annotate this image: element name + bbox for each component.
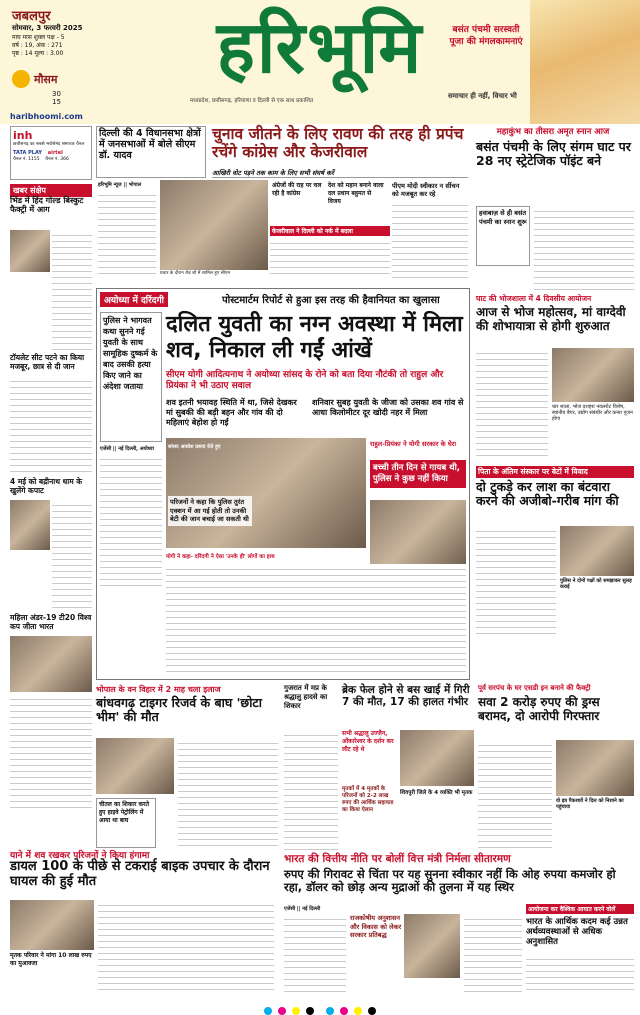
fight-caption: पुलिस ने दोनों पक्षों को समझाकर सुलह कराई <box>560 578 632 590</box>
color-registration-dots <box>0 1000 640 1015</box>
brief-3-head[interactable]: 4 मई को बद्रीनाथ धाम के खुलेंगे कपाट <box>10 477 83 495</box>
drug-body <box>478 740 552 850</box>
kumbh-box <box>476 206 530 266</box>
brief-4-photo <box>10 636 92 692</box>
finance-side-body <box>526 954 634 992</box>
accident-body <box>98 900 274 990</box>
bus-side: सभी श्रद्धालु उज्जैन, ओंकारेश्वर के दर्शन कर लौट रहे थे <box>342 730 394 753</box>
ayodhya-tag: अयोध्या में दरिंदगी <box>100 292 168 307</box>
weather-label: मौसम <box>34 73 58 86</box>
ayodhya-caption: सांसद अवधेश प्रसाद रोते हुए <box>168 444 221 450</box>
tiger-photo <box>96 738 174 794</box>
issue-line-3: पृष्ठ : 14 मूल्य : 3.00 <box>12 50 64 57</box>
ayodhya-side-quote: पुलिस ने भागवत कथा सुनने गई युवती के साथ सामूहिक दुष्कर्म के बाद उसकी हत्या किए जाने का अंदेशा जताया <box>103 316 158 391</box>
brief-2-body <box>10 376 92 474</box>
fight-headline[interactable]: दो टुकड़े कर लाश का बंटवारा करने की अजीबो-गरीब मांग की <box>476 479 619 509</box>
ayodhya-subhead: सीएम योगी आदित्यनाथ ने अयोध्या सांसद के रोने को बता दिया नौटंकी तो राहुल और प्रियंका ने भी उठाए सवाल <box>166 370 444 391</box>
brief-1-body <box>52 230 92 350</box>
fight-photo <box>560 526 634 576</box>
ayodhya-headline[interactable]: दलित युवती का नग्न अवस्था में मिला शव, निकाल ली गईं आंखें <box>166 312 463 363</box>
ayodhya-dateline: एजेंसी || नई दिल्ली, अयोध्या <box>100 446 154 452</box>
brief-1-head[interactable]: भिंड में हिंद गोल्ड बिस्कुट फैक्ट्री में आग <box>10 196 84 215</box>
ayodhya-side-quote-box <box>100 312 162 442</box>
brief-2-head[interactable]: टॉयलेट सीट पटने का किया मजबूर, छात्र से दी जान <box>10 353 85 371</box>
channel-no-2: चैनल नं. 366 <box>45 156 69 162</box>
inh-tagline: छत्तीसगढ़ का सबसे भरोसेमंद समाचार चैनल <box>13 142 85 147</box>
lead-top-right-body <box>392 200 468 278</box>
bus-headline[interactable]: ब्रेक फेल होने से बस खाई में गिरी 7 की मौत, 17 की हालत गंभीर <box>342 684 470 709</box>
kumbh-body <box>534 206 634 290</box>
weather-widget <box>12 70 76 110</box>
tiger-body <box>178 738 278 848</box>
finance-kicker: भारत की वित्तीय नीति पर बोलीं वित्त मंत्री निर्मला सीतारमण <box>284 853 511 865</box>
left-column-header: खबर संक्षेप <box>10 184 92 197</box>
inh-ad[interactable] <box>10 126 92 180</box>
ayodhya-body-1 <box>100 454 162 586</box>
finance-headline[interactable]: रुपए की गिरावट से चिंता पर यह सुनना स्वीकार नहीं कि ओह रुपया कमजोर हो रहा, डॉलर को छोड़ अन्य मुद्राओं की तुलना में यह स्थिर <box>284 867 616 895</box>
bus-kicker: गुजरात में मप्र के श्रद्धालु हादसे का शिकार <box>284 684 328 710</box>
lead-top-subhead: आखिरी वोट पड़ने तक काम के लिए सभी संघर्ष करें <box>212 168 468 178</box>
lead-top-kicker-box <box>96 126 206 178</box>
finance-body-2 <box>464 914 522 992</box>
tiger-tag: भोपाल के वन विहार में 2 माह चला इलाज <box>96 685 221 694</box>
festival-wish: बसंत पंचमी सरस्वती पूजा की मंगलकामनाएं <box>449 25 523 47</box>
bus-caption: शिवपुरी जिले के 4 व्यक्ति भी मृतक <box>400 790 473 796</box>
tiger-headline[interactable]: बांधवगढ़ टाइगर रिजर्व के बाघ 'छोटा भीम' की मौत <box>96 695 262 725</box>
lead-top-photo-caption: प्रचार के दौरान रोड शो में शामिल हुए सीएम <box>160 271 231 276</box>
lead-top-bullet-2: देश को महान बनाने वाला दल प्रधान बहुमत से विजय <box>328 182 384 205</box>
ghat-body <box>476 348 548 458</box>
ayodhya-photo <box>166 438 366 548</box>
ayodhya-photo-caption: योगी ने कहा- दरिंदगी ने ऐसा 'उनके ही' लोगों का हाथ <box>166 554 275 560</box>
ghat-tag: घाट की भोजशाला में 4 दिवसीय आयोजन <box>476 294 592 303</box>
masthead-tagline: समाचार ही नहीं, विचार भी <box>448 92 517 100</box>
drug-caption: वो इत्र पैकशायें ने दिल को निशाने का पहुंचाया <box>556 798 624 810</box>
accident-photo <box>10 900 94 950</box>
saraswati-illustration <box>530 0 640 124</box>
accident-headline[interactable]: डायल 100 के पीछे से टकराई बाइक उपचार के दौरान घायल की हुई मौत <box>10 859 270 889</box>
brief-4-body <box>10 694 92 812</box>
tataplay-logo: TATA PLAY <box>13 149 42 156</box>
sun-icon <box>12 70 30 88</box>
ghat-caption: धार शाला, भोज दशहरा नवलरोट विशेष, स्थानीय बैगर, उद्योग संबंधीर और कन्या पूजन होगा <box>552 404 633 422</box>
lead-top-bullet-1: अंग्रेजों की राह पर चल रही है कांग्रेस <box>272 182 322 197</box>
fight-body <box>476 526 556 636</box>
drug-tag: पूर्व सरपंच के घर एसडी इन बनाने की फैक्ट्री <box>478 684 591 692</box>
finance-side-head[interactable]: भारत के आर्थिक कदम कई उन्नत अर्थव्यवस्थाओं से अधिक अनुशासित <box>526 917 628 947</box>
bus-photo <box>400 730 474 786</box>
finance-dateline: एजेंसी || नई दिल्ली <box>284 906 321 912</box>
drug-headline[interactable]: सवा 2 करोड़ रुपए की ड्रग्स बरामद, दो आरोपी गिरफ्तार <box>478 695 600 723</box>
brief-1-photo <box>10 230 50 272</box>
drug-photo <box>556 740 634 796</box>
lead-top-photo <box>160 180 268 270</box>
bus-body <box>284 730 338 850</box>
bus-box: मृतकों में 4 मृतकों के परिजनों को 2-2 लाख रुपए की आर्थिक सहायता का किया ऐलान <box>342 786 394 813</box>
lead-top-caption: केजरीवाल ने दिल्ली को नर्क में बदला <box>270 226 390 236</box>
lead-top-headline[interactable]: चुनाव जीतने के लिए रावण की तरह ही प्रपंच रचेंगे कांग्रेस और केजरीवाल <box>212 125 464 161</box>
lead-top-right-head[interactable]: पीएम मोदी स्वीकार न सींचन को मजबूत कर रहे <box>392 182 460 198</box>
channel-no-1: चैनल नं. 1155 <box>13 156 40 162</box>
airtel-logo: airtel <box>47 149 63 156</box>
masthead-title: हरिभूमि <box>216 4 424 89</box>
ghat-headline[interactable]: आज से भोज महोत्सव, मां वाग्देवी की शोभायात्रा से होगी शुरुआत <box>476 305 626 333</box>
ghat-photo <box>552 348 634 402</box>
ayodhya-quote: परिजनों ने कहा कि पुलिस तुरंत एक्शन में आ गई होती तो उनकी बेटी की जान बचाई जा सकती थी <box>168 496 252 526</box>
masthead-editions: मध्यप्रदेश, छत्तीसगढ़, हरियाणा व दिल्ली से एक साथ प्रकाशित <box>190 98 314 104</box>
brief-5-head[interactable]: याने में शव रखकर परिजनों ने किया हंगामा <box>10 851 150 861</box>
masthead-left-info <box>12 6 112 57</box>
ayodhya-rahul-tag: राहुल-प्रियंका ने योगी सरकार के घेरा <box>370 440 457 448</box>
finance-body <box>284 914 346 992</box>
issue-line-1: माघ मास शुक्ल पक्ष - 5 <box>12 34 65 41</box>
accident-caption: मृतक परिवार ने मांगा 10 लाख रुपए का मुआवजा <box>10 952 92 967</box>
inh-logo: inh <box>13 129 33 142</box>
temp-min: 15 <box>52 98 61 106</box>
brief-3-photo <box>10 500 50 550</box>
finance-box: राजकोषीय अनुशासन और विकास को लेकर सरकार प्रतिबद्ध <box>350 914 402 939</box>
finance-photo <box>404 914 460 978</box>
ayodhya-sub-2: शनिवार सुबह युवती के जीजा को उसका शव गांव से आधा किलोमीटर दूर खोदी नहर में मिला <box>312 398 464 417</box>
fight-tag: पिता के अंतिम संस्कार पर बेटों में विवाद <box>476 466 634 478</box>
tiger-box <box>96 798 156 848</box>
lead-top-body <box>98 190 156 278</box>
brief-3-body <box>52 500 92 608</box>
finance-side-tag: आयोजना कर वैश्विक आयात करने वोलें <box>526 904 634 914</box>
temp-max: 30 <box>52 90 61 98</box>
lead-top-kicker[interactable]: दिल्ली की 4 विधानसभा क्षेत्रों में जनसभाओं में बोले सीएम डॉ. यादव <box>99 128 201 161</box>
website-label[interactable]: haribhoomi.com <box>10 112 83 121</box>
ayodhya-body-2 <box>166 564 466 674</box>
kumbh-headline[interactable]: बसंत पंचमी के लिए संगम घाट पर 28 नए स्ट्रेटेजिक पॉइंट बने <box>476 139 631 169</box>
issue-line-2: वर्ष : 19, अंक : 271 <box>12 42 63 49</box>
brief-4-head[interactable]: महिला अंडर-19 टी20 विश्व कप जीता भारत <box>10 613 92 631</box>
kumbh-box-text: हवाबाज़ से ही बसंत पंचमी का स्नान शुरू <box>479 209 527 226</box>
date-label: सोमवार, 3 फरवरी 2025 <box>12 24 83 32</box>
city-label: जबलपुर <box>12 9 51 24</box>
ayodhya-box-quote: बच्ची तीन दिन से गायब थी, पुलिस ने कुछ नहीं किया <box>370 460 466 488</box>
tiger-box-text: चीतल का शिकार करते हुए हाइवे पेट्रोलिंग में आया था बाघ <box>99 801 150 824</box>
ayodhya-sub-1: शव इतनी भयावह स्थिति में था, जिसे देखकर मां सुबकी की बड़ी बहन और गांव की दो महिलाएं बेहोश हो गईं <box>166 398 297 427</box>
kumbh-tag: महाकुंभ का तीसरा अमृत स्नान आज <box>496 127 610 137</box>
ayodhya-kicker[interactable]: पोस्टमार्टम रिपोर्ट से हुआ इस तरह की हैवानियत का खुलासा <box>222 295 440 306</box>
lead-top-body-2 <box>270 238 390 278</box>
lead-top-dateline: हरिभूमि न्यूज || भोपाल <box>98 182 142 188</box>
